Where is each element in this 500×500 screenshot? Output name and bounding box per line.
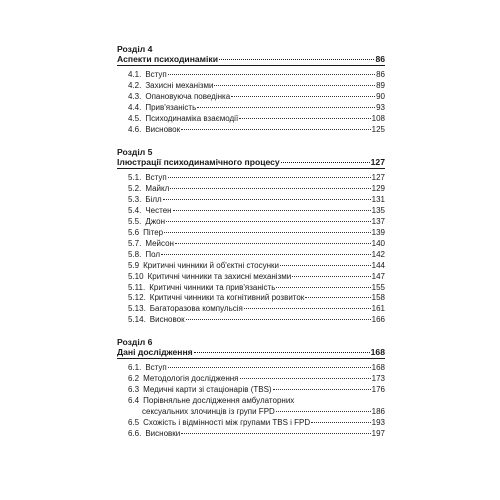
part-heading: Розділ 6 xyxy=(117,337,153,348)
entry-title: Критичні чинники та когнітивний розвиток xyxy=(149,293,305,303)
entry-number: 5.13. xyxy=(128,304,146,314)
entry-title: Вступ xyxy=(145,363,167,373)
dot-leader xyxy=(244,308,371,309)
entry-title: Багаторазова компульсія xyxy=(149,304,243,314)
entry-page-number: 127 xyxy=(371,173,385,183)
dot-leader xyxy=(292,276,370,277)
dot-leader xyxy=(170,188,370,189)
entry-number: 5.7. xyxy=(128,238,142,248)
toc-section-4 xyxy=(117,44,385,135)
entry-page-number: 90 xyxy=(376,91,385,101)
entry-title: Схожість і відмінності між групами TBS і FPD xyxy=(143,417,311,427)
toc-entry[interactable] xyxy=(117,261,385,272)
dot-leader xyxy=(273,389,371,390)
toc-entry[interactable] xyxy=(117,217,385,228)
entry-number: 6.2 xyxy=(128,374,140,384)
toc-entry[interactable] xyxy=(117,429,385,440)
toc-entry-continuation[interactable] xyxy=(117,407,385,418)
dot-leader xyxy=(181,129,371,130)
entry-number: 5.14. xyxy=(128,315,146,325)
entry-number: 4.1. xyxy=(128,70,142,79)
chapter-page-number: 127 xyxy=(370,157,385,168)
chapter-title: Дані дослідження xyxy=(117,347,193,358)
dot-leader xyxy=(240,378,371,379)
toc-entry[interactable] xyxy=(117,293,385,304)
dot-leader xyxy=(168,367,371,368)
dot-leader xyxy=(186,319,371,320)
toc-entry[interactable] xyxy=(117,70,385,81)
entry-number: 5.5. xyxy=(128,217,142,227)
entry-number: 4.6. xyxy=(128,124,142,134)
entry-title: Порівняльне дослідження амбулаторних xyxy=(143,395,295,405)
dot-leader xyxy=(194,352,370,353)
entry-number: 5.11. xyxy=(128,282,146,292)
toc-entry[interactable] xyxy=(117,374,385,385)
entry-number: 5.10 xyxy=(128,271,144,281)
entry-title: Методологія дослідження xyxy=(143,374,239,384)
entry-number: 6.1. xyxy=(128,363,142,373)
entry-title: Опановуюча поведінка xyxy=(145,91,231,101)
toc-entry[interactable] xyxy=(117,396,385,407)
toc-entry[interactable] xyxy=(117,114,385,125)
toc-entry[interactable] xyxy=(117,283,385,294)
entry-page-number: 173 xyxy=(371,374,385,384)
entry-page-number: 142 xyxy=(371,249,385,259)
toc-section-6 xyxy=(117,337,385,439)
dot-leader xyxy=(219,59,374,60)
chapter-title-row[interactable] xyxy=(117,157,385,169)
entry-number: 4.5. xyxy=(128,113,142,123)
dot-leader xyxy=(231,96,375,97)
entry-number: 6.3 xyxy=(128,384,140,394)
toc-section-5 xyxy=(117,147,385,326)
toc-entry[interactable] xyxy=(117,195,385,206)
toc-entry[interactable] xyxy=(117,315,385,326)
entry-number: 5.9 xyxy=(128,260,140,270)
entry-page-number: 108 xyxy=(371,113,385,123)
table-of-contents xyxy=(117,44,385,450)
entry-page-number: 168 xyxy=(371,363,385,373)
toc-entry[interactable] xyxy=(117,173,385,184)
entry-page-number: 186 xyxy=(371,406,385,416)
toc-entry[interactable] xyxy=(117,363,385,374)
entry-title: Мейсон xyxy=(145,238,174,248)
entry-number: 6.5 xyxy=(128,417,140,427)
chapter-page-number: 86 xyxy=(375,54,385,64)
dot-leader xyxy=(311,422,370,423)
entry-number: 5.12. xyxy=(128,293,146,303)
entry-title: Честен xyxy=(145,206,172,216)
entry-page-number: 135 xyxy=(371,206,385,216)
dot-leader xyxy=(173,210,371,211)
part-heading: Розділ 5 xyxy=(117,147,153,158)
dot-leader xyxy=(161,254,371,255)
entry-title: Джон xyxy=(145,217,165,227)
entry-page-number: 86 xyxy=(376,70,385,79)
entry-page-number: 176 xyxy=(371,384,385,394)
entry-title: Критичні чинники й об'єктні стосунки xyxy=(143,260,279,270)
toc-entry[interactable] xyxy=(117,92,385,103)
dot-leader xyxy=(305,297,370,298)
entry-title: Пітер xyxy=(143,227,164,237)
dot-leader xyxy=(280,265,371,266)
dot-leader xyxy=(214,85,375,86)
entry-page-number: 139 xyxy=(371,227,385,237)
entry-title: Висновки xyxy=(145,428,181,438)
entry-page-number: 93 xyxy=(376,102,385,112)
entry-page-number: 155 xyxy=(371,282,385,292)
toc-entry[interactable] xyxy=(117,184,385,195)
entry-title: Захисні механізми xyxy=(145,80,214,90)
entry-page-number: 158 xyxy=(371,293,385,303)
entry-page-number: 137 xyxy=(371,217,385,227)
dot-leader xyxy=(281,162,370,163)
dot-leader xyxy=(163,199,371,200)
entry-page-number: 140 xyxy=(371,238,385,248)
entry-page-number: 193 xyxy=(371,417,385,427)
toc-entry[interactable] xyxy=(117,418,385,429)
entry-page-number: 131 xyxy=(371,195,385,205)
entry-title: Майкл xyxy=(145,184,170,194)
entry-title-continuation: сексуальних злочинців із групи FPD xyxy=(142,406,275,416)
entry-number: 5.1. xyxy=(128,173,142,183)
dot-leader xyxy=(276,411,371,412)
chapter-title: Аспекти психодинаміки xyxy=(117,54,219,64)
entry-title: Прив'язаність xyxy=(145,102,197,112)
entry-page-number: 144 xyxy=(371,260,385,270)
toc-entry[interactable] xyxy=(117,272,385,283)
entry-page-number: 166 xyxy=(371,315,385,325)
dot-leader xyxy=(166,221,371,222)
entry-title: Медичні карти зі стаціонарів (TBS) xyxy=(143,384,272,394)
toc-entry[interactable] xyxy=(117,81,385,92)
entry-title: Критичні чинники та прив'язаність xyxy=(149,282,276,292)
entry-number: 5.8. xyxy=(128,249,142,259)
dot-leader xyxy=(175,243,371,244)
part-heading: Розділ 4 xyxy=(117,44,153,54)
entry-number: 6.6. xyxy=(128,428,142,438)
entry-page-number: 197 xyxy=(371,428,385,438)
entry-title: Висновок xyxy=(149,315,185,325)
dot-leader xyxy=(168,177,371,178)
toc-entry[interactable] xyxy=(117,228,385,239)
entry-page-number: 129 xyxy=(371,184,385,194)
entry-title: Пол xyxy=(145,249,161,259)
entry-page-number: 161 xyxy=(371,304,385,314)
toc-entry[interactable] xyxy=(117,125,385,136)
dot-leader xyxy=(164,232,371,233)
entry-number: 5.3. xyxy=(128,195,142,205)
entry-page-number: 125 xyxy=(371,124,385,134)
toc-entry[interactable] xyxy=(117,385,385,396)
entry-title: Білл xyxy=(145,195,162,205)
entry-number: 5.6 xyxy=(128,227,140,237)
entry-number: 5.4. xyxy=(128,206,142,216)
toc-entry[interactable] xyxy=(117,206,385,217)
entry-title: Вступ xyxy=(145,70,167,79)
toc-entry[interactable] xyxy=(117,239,385,250)
entry-number: 4.3. xyxy=(128,91,142,101)
dot-leader xyxy=(197,107,375,108)
entry-title: Вступ xyxy=(145,173,167,183)
dot-leader xyxy=(239,118,370,119)
chapter-title-row[interactable] xyxy=(117,347,385,359)
chapter-title-row[interactable] xyxy=(117,54,385,66)
entry-title: Критичні чинники та захисні механізми xyxy=(147,271,292,281)
dot-leader xyxy=(168,74,375,75)
entry-page-number: 89 xyxy=(376,80,385,90)
entry-title: Психодинаміка взаємодії xyxy=(145,113,239,123)
entry-number: 5.2. xyxy=(128,184,142,194)
entry-page-number: 147 xyxy=(371,271,385,281)
dot-leader xyxy=(276,287,370,288)
toc-entry[interactable] xyxy=(117,304,385,315)
entry-number: 4.2. xyxy=(128,80,142,90)
chapter-title: Ілюстрації психодинамічного процесу xyxy=(117,157,280,168)
chapter-page-number: 168 xyxy=(370,347,385,358)
entry-title: Висновок xyxy=(145,124,181,134)
toc-entry[interactable] xyxy=(117,250,385,261)
entry-number: 4.4. xyxy=(128,102,142,112)
dot-leader xyxy=(181,433,370,434)
entry-number: 6.4 xyxy=(128,395,140,405)
toc-entry[interactable] xyxy=(117,103,385,114)
